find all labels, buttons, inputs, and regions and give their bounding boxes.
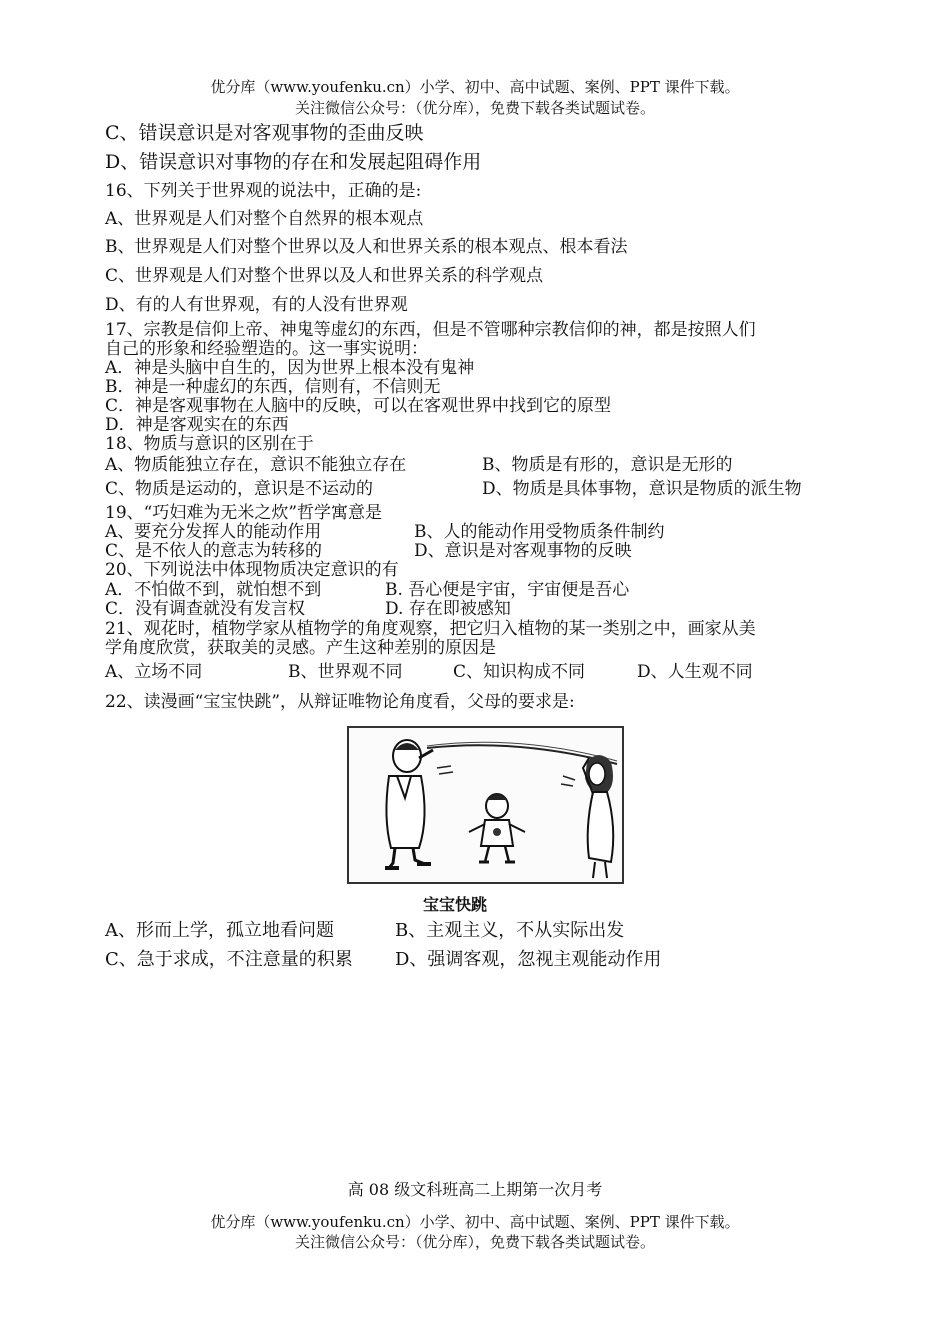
q17-option-a: A．神是头脑中自生的，因为世界上根本没有鬼神: [105, 358, 475, 378]
q18-option-b: B、物质是有形的，意识是无形的: [482, 455, 733, 475]
q19-option-a: A、要充分发挥人的能动作用: [105, 522, 322, 542]
q20-stem: 20、下列说法中体现物质决定意识的有: [105, 560, 399, 580]
q20-option-b: B. 吾心便是宇宙，宇宙便是吾心: [385, 580, 630, 600]
q18-option-d: D、物质是具体事物，意识是物质的派生物: [482, 479, 802, 499]
q19-option-b: B、人的能动作用受物质条件制约: [414, 522, 665, 542]
q20-option-d: D. 存在即被感知: [385, 599, 511, 619]
q21-option-d: D、人生观不同: [637, 662, 753, 682]
q21-option-c: C、知识构成不同: [453, 662, 586, 682]
q18-option-c: C、物质是运动的，意识是不运动的: [105, 479, 374, 499]
site-header-line-1: 优分库（www.youfenku.cn）小学、初中、高中试题、案例、PPT 课件下载。: [210, 78, 740, 96]
q21-option-b: B、世界观不同: [288, 662, 403, 682]
q18-option-a: A、物质能独立存在，意识不能独立存在: [105, 455, 407, 475]
q19-option-c: C、是不依人的意志为转移的: [105, 541, 323, 561]
q20-option-c: C．没有调查就没有发言权: [105, 599, 306, 619]
q17-stem-line-2: 自己的形象和经验塑造的。这一事实说明：: [105, 339, 428, 359]
q21-stem-line-2: 学角度欣赏，获取美的灵感。产生这种差别的原因是: [105, 638, 496, 658]
q15-option-c: C、错误意识是对客观事物的歪曲反映: [105, 122, 424, 144]
q22-option-a: A、形而上学，孤立地看问题: [105, 920, 334, 941]
q21-stem-line-1: 21、观花时，植物学家从植物学的角度观察，把它归入植物的某一类别之中，画家从美: [105, 619, 756, 639]
q16-option-d: D、有的人有世界观，有的人没有世界观: [105, 295, 408, 315]
q17-option-d: D．神是客观实在的东西: [105, 415, 289, 435]
q20-option-a: A．不怕做不到，就怕想不到: [105, 580, 322, 600]
q21-option-a: A、立场不同: [105, 662, 203, 682]
q16-stem: 16、下列关于世界观的说法中，正确的是:: [105, 181, 422, 201]
cartoon-illustration: [347, 726, 624, 884]
site-footer-line-1: 优分库（www.youfenku.cn）小学、初中、高中试题、案例、PPT 课件下载。: [210, 1213, 740, 1231]
site-header-line-2: 关注微信公众号：（优分库），免费下载各类试题试卷。: [294, 99, 655, 117]
q22-option-c: C、急于求成，不注意量的积累: [105, 949, 353, 970]
q22-option-b: B、主观主义，不从实际出发: [395, 920, 625, 941]
q16-option-b: B、世界观是人们对整个世界以及人和世界关系的根本观点、根本看法: [105, 237, 628, 257]
q19-stem: 19、“巧妇难为无米之炊”哲学寓意是: [105, 503, 383, 523]
exam-title-footer: 高 08 级文科班高二上期第一次月考: [347, 1180, 603, 1199]
q16-option-a: A、世界观是人们对整个自然界的根本观点: [105, 209, 424, 229]
q16-option-c: C、世界观是人们对整个世界以及人和世界关系的科学观点: [105, 266, 544, 286]
q22-option-d: D、强调客观，忽视主观能动作用: [395, 949, 662, 970]
site-footer-line-2: 关注微信公众号：（优分库），免费下载各类试题试卷。: [294, 1233, 655, 1251]
q17-option-b: B．神是一种虚幻的东西，信则有，不信则无: [105, 377, 441, 397]
q19-option-d: D、意识是对客观事物的反映: [414, 541, 632, 561]
q18-stem: 18、物质与意识的区别在于: [105, 434, 314, 454]
q15-option-d: D、错误意识对事物的存在和发展起阻碍作用: [105, 151, 482, 173]
cartoon-caption: 宝宝快跳: [422, 895, 487, 914]
cartoon-drawing: [349, 728, 622, 882]
q22-stem: 22、读漫画“宝宝快跳”，从辩证唯物论角度看，父母的要求是:: [105, 692, 575, 712]
q17-option-c: C．神是客观事物在人脑中的反映，可以在客观世界中找到它的原型: [105, 396, 612, 416]
q17-stem-line-1: 17、宗教是信仰上帝、神鬼等虚幻的东西，但是不管哪种宗教信仰的神，都是按照人们: [105, 320, 756, 340]
